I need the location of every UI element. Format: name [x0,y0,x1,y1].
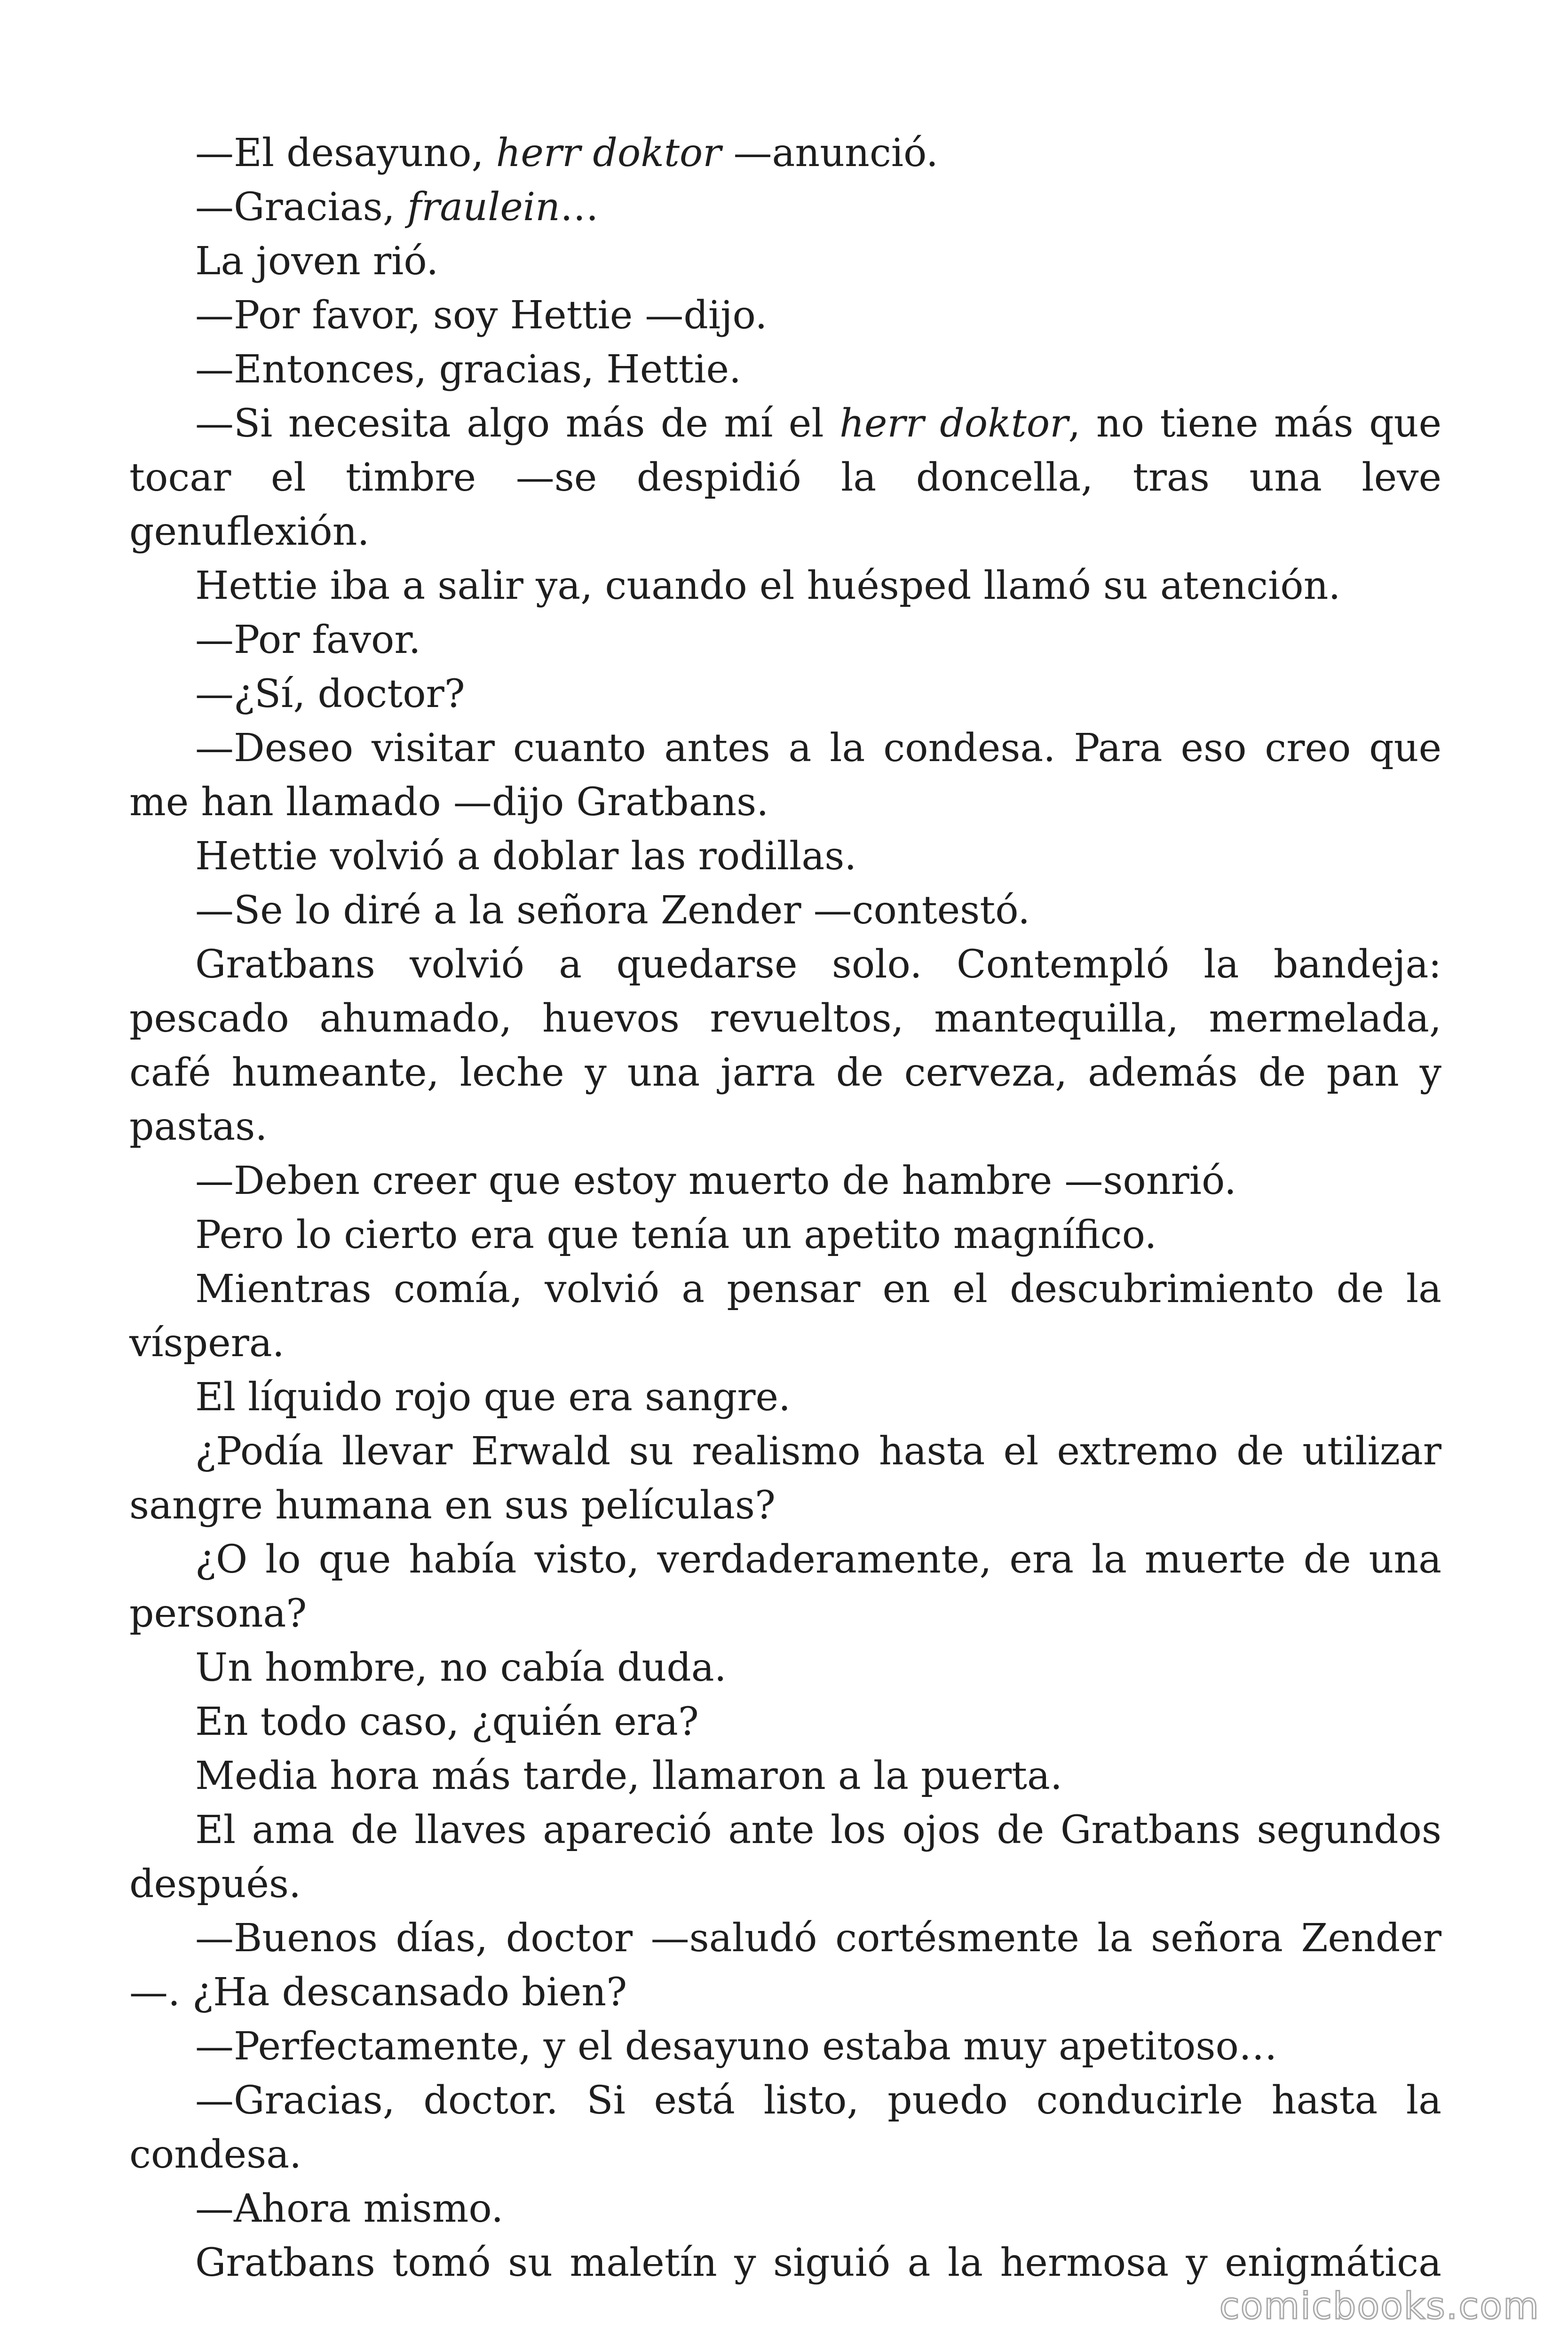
paragraph [129,2019,1441,2074]
paragraph [129,1533,1441,1641]
italic-phrase: herr doktor [496,131,721,175]
italic-phrase: fraulein [407,185,560,230]
page-body-text [129,126,1441,2290]
text-run: —Ahora mismo. [195,2186,504,2231]
text-run: —Buenos días, doctor —saludó cortésmente la señora Zender—. ¿Ha descansado bien? [129,1916,1441,2015]
text-run: —Perfectamente, y el desayuno estaba muy apetitoso… [195,2024,1277,2069]
text-run: ¿Podía llevar Erwald su realismo hasta el extremo de utilizar sangre humana en sus películas? [129,1429,1441,1528]
paragraph [129,2182,1441,2236]
text-run: Hettie volvió a doblar las rodillas. [195,834,857,879]
text-run: —¿Sí, doctor? [195,672,465,716]
paragraph [129,180,1441,234]
text-run: El líquido rojo que era sangre. [195,1375,791,1420]
paragraph [129,1424,1441,1533]
text-run: ¿O lo que había visto, verdaderamente, era la muerte de una persona? [129,1537,1441,1636]
text-run: Pero lo cierto era que tenía un apetito magnífico. [195,1213,1157,1257]
paragraph [129,829,1441,883]
text-run: —Si necesita algo más de mí el [195,401,840,446]
text-run: —Deseo visitar cuanto antes a la condesa. Para eso creo que me han llamado —dijo Gratbans. [129,726,1441,825]
paragraph [129,559,1441,613]
paragraph [129,883,1441,938]
text-run: —Gracias, [195,185,407,230]
text-run: —Por favor. [195,618,421,662]
text-run: —Por favor, soy Hettie —dijo. [195,293,768,338]
text-run: En todo caso, ¿quién era? [195,1700,699,1744]
paragraph [129,1803,1441,1911]
paragraph [129,1262,1441,1370]
text-run: Gratbans tomó su maletín y siguió a la hermosa y enigmática [195,2241,1441,2285]
paragraph [129,1208,1441,1262]
italic-phrase: herr doktor [839,401,1069,446]
watermark-logo: comicbooks.com [1219,2285,1540,2328]
text-run: La joven rió. [195,239,439,284]
text-run: —Gracias, doctor. Si está listo, puedo conducirle hasta la condesa. [129,2078,1441,2177]
text-run: —El desayuno, [195,131,496,175]
paragraph [129,1154,1441,1208]
text-run: —anunció. [721,131,938,175]
paragraph [129,1911,1441,2019]
text-run: Media hora más tarde, llamaron a la puerta. [195,1754,1062,1798]
text-run: Gratbans volvió a quedarse solo. Contempló la bandeja: pescado ahumado, huevos revueltos, mantequilla, mermelada, café humeante, leche y una jarra de cerveza, además de pan y pastas. [129,942,1441,1149]
text-run: El ama de llaves apareció ante los ojos de Gratbans segundos después. [129,1808,1441,1907]
paragraph [129,2074,1441,2182]
paragraph [129,234,1441,288]
paragraph [129,938,1441,1154]
paragraph [129,1695,1441,1749]
paragraph [129,288,1441,342]
text-run: Mientras comía, volvió a pensar en el descubrimiento de la víspera. [129,1267,1441,1366]
text-run: … [560,185,599,230]
text-run: Hettie iba a salir ya, cuando el huésped llamó su atención. [195,564,1341,608]
paragraph [129,342,1441,397]
paragraph [129,613,1441,667]
text-run: Un hombre, no cabía duda. [195,1645,727,1690]
paragraph [129,1370,1441,1424]
text-run: , no tiene más que tocar el timbre —se despidió la doncella, tras una leve genuflexión. [129,401,1441,554]
paragraph [129,1749,1441,1803]
text-run: —Se lo diré a la señora Zender —contestó. [195,888,1030,933]
text-run: —Deben creer que estoy muerto de hambre —sonrió. [195,1159,1236,1203]
paragraph [129,2236,1441,2290]
paragraph [129,667,1441,721]
paragraph [129,126,1441,180]
paragraph [129,721,1441,829]
paragraph [129,1641,1441,1695]
paragraph [129,397,1441,559]
text-run: —Entonces, gracias, Hettie. [195,347,742,392]
